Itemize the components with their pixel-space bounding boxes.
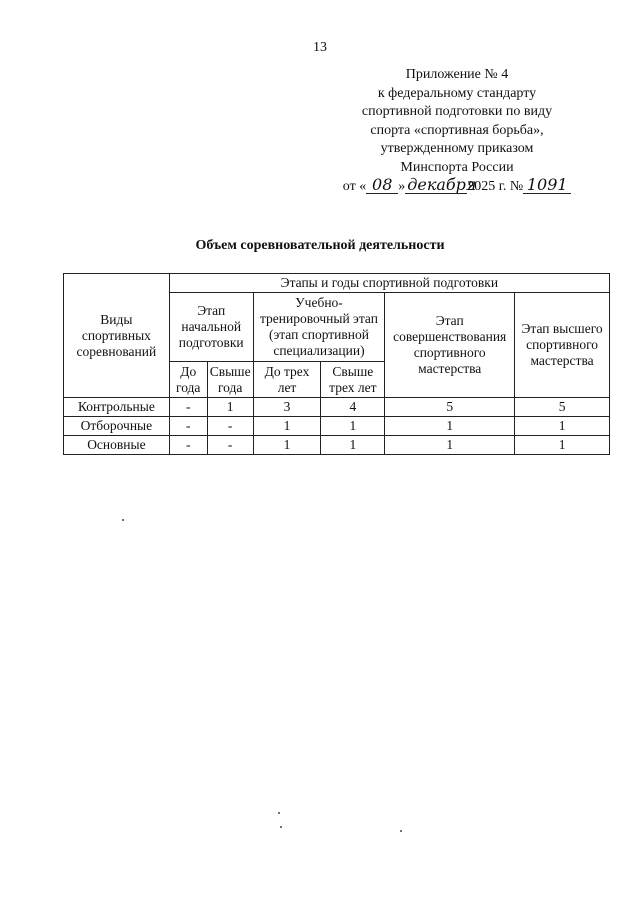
table-cell: 1 xyxy=(253,417,321,436)
competition-volume-table xyxy=(63,273,610,455)
table-cell: 1 xyxy=(515,436,610,455)
appendix-line: спорта «спортивная борьба», xyxy=(370,122,544,138)
table-row xyxy=(64,436,610,455)
table-cell: 1 xyxy=(321,436,385,455)
table-cell: 1 xyxy=(385,417,515,436)
row-label: Основные xyxy=(64,436,170,455)
scan-speck xyxy=(278,812,280,814)
header-stage-training: Учебно-тренировочный этап (этап спортивной специализации) xyxy=(253,293,385,362)
appendix-line: спортивной подготовки по виду xyxy=(361,104,553,119)
table-cell: 1 xyxy=(515,417,610,436)
order-line xyxy=(332,177,582,197)
table-row xyxy=(64,417,610,436)
table-cell: 3 xyxy=(253,398,321,417)
table-cell: 5 xyxy=(385,398,515,417)
table-cell: 1 xyxy=(207,398,253,417)
header-stage-higher: Этап высшего спортивного мастерства xyxy=(515,293,610,398)
appendix-line: к федеральному стандарту xyxy=(377,85,537,101)
table-cell: 1 xyxy=(321,417,385,436)
table-cell: 1 xyxy=(253,436,321,455)
scan-speck xyxy=(400,830,402,832)
table-cell: - xyxy=(207,417,253,436)
order-year: 2025 г. № xyxy=(467,179,524,194)
row-label: Отборочные xyxy=(64,417,170,436)
header-stage-improvement: Этап совершенствования спортивного мастерства xyxy=(385,293,515,398)
table-cell: 4 xyxy=(321,398,385,417)
order-number-handwritten: 1091 xyxy=(523,177,571,194)
row-label: Контрольные xyxy=(64,398,170,417)
header-competition-kinds: Виды спортивных соревнований xyxy=(64,274,170,398)
table-header-row xyxy=(64,274,610,293)
appendix-line: утвержденному приказом xyxy=(380,141,534,156)
subheader-training-over-three: Свыше трех лет xyxy=(321,362,385,398)
subheader-initial-over-year: Свыше года xyxy=(207,362,253,398)
table-cell: - xyxy=(207,436,253,455)
appendix-line: Приложение № 4 xyxy=(405,67,509,82)
table-cell: 5 xyxy=(515,398,610,417)
table-cell: - xyxy=(169,417,207,436)
header-stages-years: Этапы и годы спортивной подготовки xyxy=(169,274,609,293)
appendix-block xyxy=(332,66,582,197)
document-title: Объем соревновательной деятельности xyxy=(195,238,445,253)
order-quote-close: » xyxy=(398,179,406,194)
table-row xyxy=(64,398,610,417)
order-month-handwritten: декабря xyxy=(407,175,477,194)
page-number: 13 xyxy=(313,40,327,55)
subheader-training-up-to-three: До трех лет xyxy=(253,362,321,398)
order-day-handwritten: 08 xyxy=(366,177,398,194)
subheader-initial-up-to-year: До года xyxy=(169,362,207,398)
table-cell: - xyxy=(169,398,207,417)
order-prefix: от « xyxy=(342,179,367,194)
header-stage-initial: Этап начальной подготовки xyxy=(169,293,253,362)
scan-speck xyxy=(280,826,282,828)
table-cell: - xyxy=(169,436,207,455)
appendix-line: Минспорта России xyxy=(400,159,514,175)
table-cell: 1 xyxy=(385,436,515,455)
scan-speck xyxy=(122,519,124,521)
